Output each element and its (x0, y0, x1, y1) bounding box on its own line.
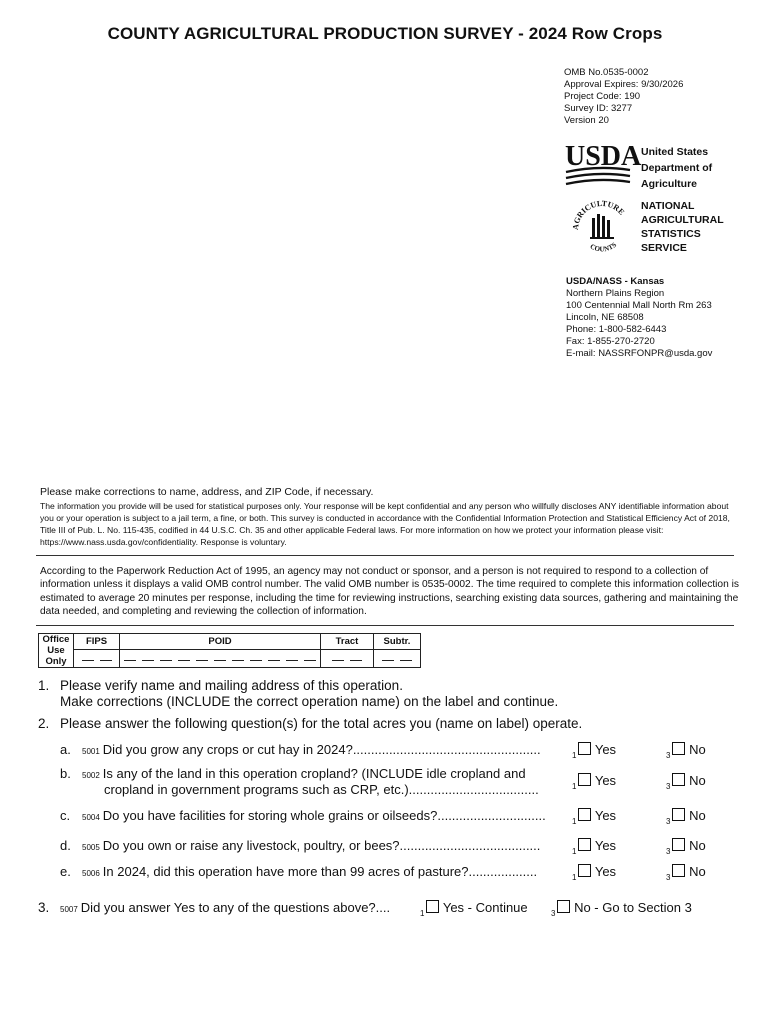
q1-number: 1. (38, 678, 50, 693)
q2b-yes-code: 1 (572, 782, 577, 791)
q2e-yes-code: 1 (572, 873, 577, 882)
q2a-yes-checkbox[interactable] (578, 742, 591, 755)
q2b-no-checkbox[interactable] (672, 773, 685, 786)
q2e-letter: e. (60, 864, 71, 879)
q2a-no-option[interactable] (666, 742, 706, 760)
q2d-no-checkbox[interactable] (672, 838, 685, 851)
q2d-letter: d. (60, 838, 71, 853)
q3-no-checkbox[interactable] (557, 900, 570, 913)
svg-text:COUNTS: COUNTS (588, 240, 619, 254)
q3-yes-code: 1 (420, 909, 425, 918)
region: Northern Plains Region (566, 288, 665, 299)
q2e-yes-option[interactable] (572, 864, 616, 882)
q2b-yes-option[interactable] (572, 773, 616, 791)
q2a-label: Did you grow any crops or cut hay in 2024?.................................................... (102, 742, 541, 757)
q2a-code: 5001 (82, 747, 100, 756)
q1-line-2: Make corrections (INCLUDE the correct operation name) on the label and continue. (60, 694, 559, 709)
q2b-yes-checkbox[interactable] (578, 773, 591, 786)
q3-number: 3. (38, 900, 50, 915)
email: E-mail: NASSRFONPR@usda.gov (566, 348, 713, 359)
project-code: Project Code: 190 (564, 91, 641, 102)
q2d-yes-label: Yes (594, 838, 617, 853)
usda-line-2: Department of (641, 162, 713, 174)
svg-text:AGRICULTURE: AGRICULTURE (570, 198, 627, 231)
q3-yes-label: Yes - Continue (442, 900, 528, 915)
q2e-no-code: 3 (666, 873, 671, 882)
q2e-no-label: No (689, 864, 706, 879)
q2c-yes-label: Yes (594, 808, 617, 823)
q2d-code: 5005 (82, 843, 100, 852)
q2d-label: Do you own or raise any livestock, poultry, or bees?....................................... (102, 838, 541, 853)
nass-name (641, 199, 724, 255)
page-title: COUNTY AGRICULTURAL PRODUCTION SURVEY - 2024 Row Crops (107, 24, 663, 43)
q2a-no-code: 3 (666, 751, 671, 760)
q2e-no-checkbox[interactable] (672, 864, 685, 877)
q3-no-label: No - Go to Section 3 (574, 900, 692, 915)
q2d-no-option[interactable] (666, 838, 706, 856)
q2c-no-checkbox[interactable] (672, 808, 685, 821)
divider-top (36, 555, 734, 556)
q2e-no-option[interactable] (666, 864, 706, 882)
office-name: USDA/NASS - Kansas (566, 276, 665, 287)
poid-input[interactable] (120, 650, 321, 668)
q2d-yes-option[interactable] (572, 838, 616, 856)
q2a-no-label: No (689, 742, 706, 757)
divider-bottom (36, 625, 734, 626)
q1-line-1: Please verify name and mailing address of this operation. (60, 678, 403, 693)
q2d-yes-checkbox[interactable] (578, 838, 591, 851)
corrections-note: Please make corrections to name, address, and ZIP Code, if necessary. (40, 486, 374, 498)
city: Lincoln, NE 68508 (566, 312, 644, 323)
q2-number: 2. (38, 716, 50, 731)
nass-line-3: STATISTICS (641, 228, 701, 240)
q3-code: 5007 (60, 905, 78, 914)
q2-text: Please answer the following question(s) for the total acres you (name on label) operate. (60, 716, 583, 731)
q3-label: Did you answer Yes to any of the questions above?.... (80, 900, 391, 915)
q2a-no-checkbox[interactable] (672, 742, 685, 755)
q2b-no-code: 3 (666, 782, 671, 791)
tract-input[interactable] (321, 650, 374, 668)
office-address (566, 276, 712, 360)
fips-input[interactable] (74, 650, 120, 668)
q2c-yes-code: 1 (572, 817, 577, 826)
fax: Fax: 1-855-270-2720 (566, 336, 655, 347)
q2b-text-line-2: cropland in government programs such as CRP, etc.).................................... (104, 782, 539, 797)
q2c-text (82, 808, 564, 823)
q2e-code: 5006 (82, 869, 100, 878)
subtr-header: Subtr. (374, 634, 421, 650)
nass-seal-icon (570, 196, 634, 260)
usda-line-3: Agriculture (641, 178, 698, 190)
phone: Phone: 1-800-582-6443 (566, 324, 667, 335)
street: 100 Centennial Mall North Rm 263 (566, 300, 712, 311)
q2c-yes-option[interactable] (572, 808, 616, 826)
tract-header: Tract (321, 634, 374, 650)
q2d-text (82, 838, 564, 853)
usda-line-1: United States (641, 146, 709, 158)
q2c-no-label: No (689, 808, 706, 823)
q2a-text (82, 742, 564, 757)
q2d-yes-code: 1 (572, 847, 577, 856)
q2a-yes-code: 1 (572, 751, 577, 760)
q3-no-code: 3 (551, 909, 556, 918)
q2c-code: 5004 (82, 813, 100, 822)
office-use-table (38, 633, 421, 668)
q2c-no-code: 3 (666, 817, 671, 826)
q3-text (60, 900, 390, 915)
poid-header: POID (120, 634, 321, 650)
office-use-label: Office Use Only (39, 634, 74, 668)
paperwork-statement: According to the Paperwork Reduction Act of 1995, an agency may not conduct or sponsor, and a person is not required to respond to a collection of information unless it displays a valid OMB control number. The valid OMB number is 0535-0002. The time required to complete this information collection is estimated to average 20 minutes per response, including the time for reviewing instructions, searching existing data sources, gathering and maintaining the data needed, and completing and reviewing the collection of information. (40, 566, 739, 618)
q3-yes-option[interactable] (420, 900, 528, 918)
q3-no-option[interactable] (551, 900, 692, 918)
q2c-no-option[interactable] (666, 808, 706, 826)
q2a-letter: a. (60, 742, 71, 757)
q2e-yes-label: Yes (594, 864, 617, 879)
q2e-yes-checkbox[interactable] (578, 864, 591, 877)
nass-line-2: AGRICULTURAL (641, 214, 724, 226)
omb-number: OMB No.0535-0002 (564, 67, 649, 78)
usda-department-name (641, 144, 712, 192)
q2e-label: In 2024, did this operation have more than 99 acres of pasture?................... (102, 864, 538, 879)
q2a-yes-option[interactable] (572, 742, 616, 760)
nass-line-4: SERVICE (641, 242, 687, 254)
q2b-text-line-1 (82, 766, 526, 781)
q2b-no-option[interactable] (666, 773, 706, 791)
subtr-input[interactable] (374, 650, 421, 668)
q2a-yes-label: Yes (594, 742, 617, 757)
omb-info (564, 67, 683, 127)
q2c-label: Do you have facilities for storing whole grains or oilseeds?.............................. (102, 808, 546, 823)
confidentiality-statement: The information you provide will be used for statistical purposes only. Your response will be kept confidential and any person who willfully discloses ANY identifiable information about you or your operation is subject to a jail term, a fine, or both. This survey is conducted in accordance with the Confidential Information Protection and Statistical Efficiency Act of 2018, Title III of Pub. L. No. 115-435, codified in 44 U.S.C. Ch. 35 and other applicable Federal laws. For more information on how we protect your information please visit: https://www.nass.usda.gov/confidentiality. Response is voluntary. (40, 501, 730, 547)
survey-id: Survey ID: 3277 (564, 103, 633, 114)
q2c-yes-checkbox[interactable] (578, 808, 591, 821)
svg-text:USDA: USDA (565, 141, 642, 172)
q2b-no-label: No (689, 773, 706, 788)
q2d-no-code: 3 (666, 847, 671, 856)
usda-logo-icon (564, 141, 642, 191)
q2b-label-1: Is any of the land in this operation cropland? (INCLUDE idle cropland and (102, 766, 526, 781)
approval-expires: Approval Expires: 9/30/2026 (564, 79, 684, 90)
fips-header: FIPS (74, 634, 120, 650)
q2b-letter: b. (60, 766, 71, 781)
q2b-code: 5002 (82, 771, 100, 780)
version: Version 20 (564, 115, 609, 126)
q3-yes-checkbox[interactable] (426, 900, 439, 913)
nass-line-1: NATIONAL (641, 200, 695, 212)
q2e-text (82, 864, 564, 879)
q2d-no-label: No (689, 838, 706, 853)
q2b-yes-label: Yes (594, 773, 617, 788)
q2c-letter: c. (60, 808, 71, 823)
